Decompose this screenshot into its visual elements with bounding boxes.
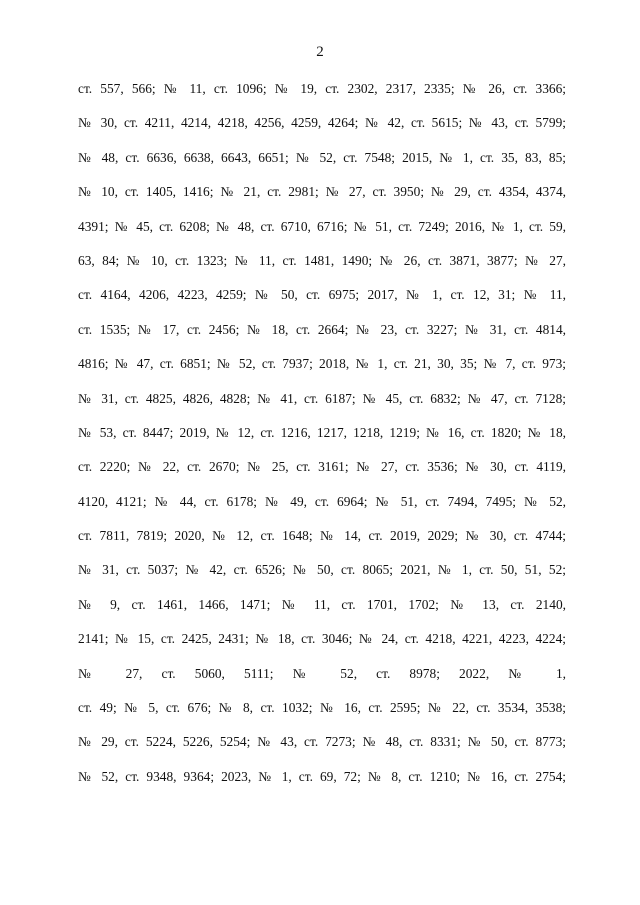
text-line: ст. 2220; № 22, ст. 2670; № 25, ст. 3161; № 27, ст. 3536; № 30, ст. 4119, xyxy=(78,459,566,475)
text-line: № 29, ст. 5224, 5226, 5254; № 43, ст. 7273; № 48, ст. 8331; № 50, ст. 8773; xyxy=(78,734,566,750)
text-line: 4816; № 47, ст. 6851; № 52, ст. 7937; 2018, № 1, ст. 21, 30, 35; № 7, ст. 973; xyxy=(78,356,566,372)
text-line: 4391; № 45, ст. 6208; № 48, ст. 6710, 6716; № 51, ст. 7249; 2016, № 1, ст. 59, xyxy=(78,218,566,234)
body-text xyxy=(78,78,566,800)
text-line: ст. 1535; № 17, ст. 2456; № 18, ст. 2664; № 23, ст. 3227; № 31, ст. 4814, xyxy=(78,321,566,337)
text-line: ст. 4164, 4206, 4223, 4259; № 50, ст. 6975; 2017, № 1, ст. 12, 31; № 11, xyxy=(78,287,566,303)
text-line: № 31, ст. 4825, 4826, 4828; № 41, ст. 6187; № 45, ст. 6832; № 47, ст. 7128; xyxy=(78,390,566,406)
page-number: 2 xyxy=(316,44,324,60)
text-line: № 10, ст. 1405, 1416; № 21, ст. 2981; № 27, ст. 3950; № 29, ст. 4354, 4374, xyxy=(78,184,566,200)
text-line: 63, 84; № 10, ст. 1323; № 11, ст. 1481, 1490; № 26, ст. 3871, 3877; № 27, xyxy=(78,252,566,268)
text-line: № 27, ст. 5060, 5111; № 52, ст. 8978; 2022, № 1, xyxy=(78,665,566,681)
text-line: № 30, ст. 4211, 4214, 4218, 4256, 4259, 4264; № 42, ст. 5615; № 43, ст. 5799; xyxy=(78,115,566,131)
text-line: № 9, ст. 1461, 1466, 1471; № 11, ст. 1701, 1702; № 13, ст. 2140, xyxy=(78,596,566,612)
text-line: № 52, ст. 9348, 9364; 2023, № 1, ст. 69, 72; № 8, ст. 1210; № 16, ст. 2754; xyxy=(78,768,566,784)
text-line: № 53, ст. 8447; 2019, № 12, ст. 1216, 1217, 1218, 1219; № 16, ст. 1820; № 18, xyxy=(78,424,566,440)
text-line: ст. 7811, 7819; 2020, № 12, ст. 1648; № 14, ст. 2019, 2029; № 30, ст. 4744; xyxy=(78,528,566,544)
text-line: ст. 49; № 5, ст. 676; № 8, ст. 1032; № 16, ст. 2595; № 22, ст. 3534, 3538; xyxy=(78,700,566,716)
text-line: № 31, ст. 5037; № 42, ст. 6526; № 50, ст. 8065; 2021, № 1, ст. 50, 51, 52; xyxy=(78,562,566,578)
text-line: 4120, 4121; № 44, ст. 6178; № 49, ст. 6964; № 51, ст. 7494, 7495; № 52, xyxy=(78,493,566,509)
text-line: ст. 557, 566; № 11, ст. 1096; № 19, ст. 2302, 2317, 2335; № 26, ст. 3366; xyxy=(78,81,566,96)
text-line: № 48, ст. 6636, 6638, 6643, 6651; № 52, ст. 7548; 2015, № 1, ст. 35, 83, 85; xyxy=(78,149,566,165)
text-line: 2141; № 15, ст. 2425, 2431; № 18, ст. 3046; № 24, ст. 4218, 4221, 4223, 4224; xyxy=(78,631,566,647)
